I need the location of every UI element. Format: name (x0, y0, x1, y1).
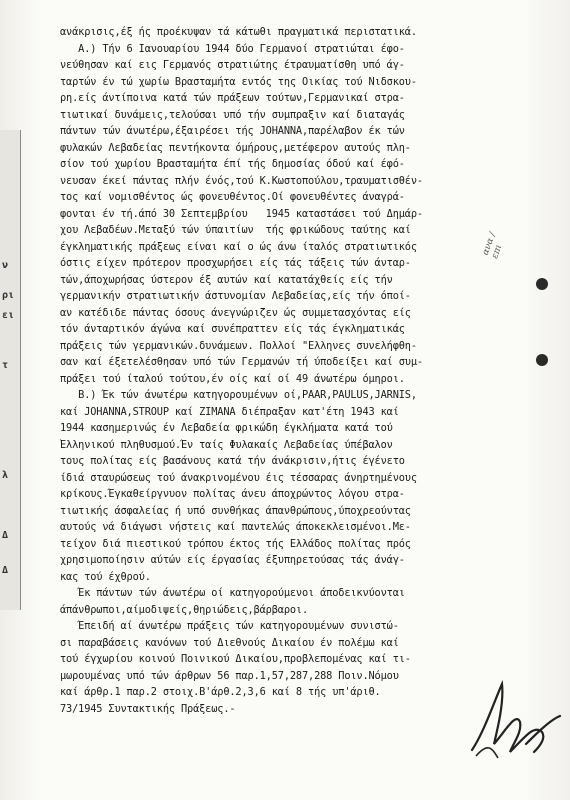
text-line: τόν άνταρτικόν άγώνα καί συνέπραττεν είς τάς έγκληματικάς (60, 323, 405, 335)
margin-fragment: ρι (2, 290, 15, 301)
text-line: Έπειδή αί άνωτέρω πράξεις τών κατηγορουμένων συνιστώ- (60, 620, 399, 632)
margin-fragment: τ (2, 360, 9, 371)
text-line: Έλληνικού πληθυσμού.Έν ταίς Φυλακαίς Λεβαδείας ύπέβαλον (60, 438, 393, 451)
text-line: άπάνθρωποι,αίμοδιψείς,θηριώδεις,βάρβαροι. (60, 603, 309, 616)
text-line: ίδιά σταυρώσεως τού άνακρινομένου έις τέσσαρας άνηρτημένους (60, 471, 417, 484)
margin-fragment: Δ (2, 530, 9, 541)
text-line: μωρουμένας υπό τών άρθρων 56 παρ.1,57,287,288 Ποιν.Νόμου (60, 669, 399, 682)
text-line: τιωτικής άσφαλείας ή υπό συνθήκας άπανθρώπους,ύποχρεούντας (60, 504, 411, 517)
text-line: σι παραβάσεις κανόνων τού Διεθνούς Δικαίου έν πολέμω καί (60, 636, 399, 649)
margin-fragment: λ (2, 470, 9, 481)
text-line: ρη.είς άντίποινα κατά τών πράξεων τούτων,Γερμανικαί στρα- (60, 92, 405, 104)
text-line: πάντων τών άνωτέρω,έξαιρέσει τής JOHANNA,παρέλαβον έκ τών (60, 125, 405, 137)
left-margin-strip (0, 130, 21, 610)
text-line: κρίκους.Έγκαθείργνυον πολίτας άνευ άποχρώντος λόγου στρα- (60, 488, 405, 500)
text-line: αυτούς νά διάγωσι νήστεις καί παντελώς άποκεκλεισμένοι.Με- (60, 521, 411, 533)
text-line: 73/1945 Συντακτικής Πράξεως.- (60, 702, 236, 715)
text-line: κας τού έχθρού. (60, 570, 151, 583)
text-line: σαν καί έξετελέσθησαν υπό τών Γερμανών τή ύποδείξει καί συμ- (60, 356, 423, 368)
margin-fragment: ει (2, 310, 15, 321)
punch-hole (536, 278, 548, 290)
text-line: χου Λεβαδέων.Μεταξύ τών ύπαιτίων τής φρικώδους ταύτης καί (60, 224, 411, 236)
text-line: Έκ πάντων τών άνωτέρω οί κατηγορούμενοι άποδεικνύονται (60, 587, 405, 599)
text-line: A.) Τήν 6 Ιανουαρίου 1944 δύο Γερμανοί στρατιώται έφο- (60, 42, 405, 55)
text-line: όστις είχεν πρότερον προσχωρήσει είς τάς τάξεις τών άνταρ- (60, 257, 411, 269)
text-line: φυλακών Λεβαδείας πεντήκοντα όμήρους,μετέφερον αυτούς πλη- (60, 141, 411, 154)
text-line: τους πολίτας είς βασάνους κατά τήν άνάκρισιν,ήτις έγένετο (60, 455, 405, 467)
text-line: 1944 κασημερινώς έν Λεβαδεία φρικώδη έγκλήματα κατά τού (60, 422, 393, 434)
text-line: τος καί νομισθέντος ώς φονευθέντος.Οί φονευθέντες άναγρά- (60, 191, 405, 203)
text-line: γερμανικήν στρατιωτικήν άστυνομίαν Λεβαδείας,είς τήν όποί- (60, 290, 411, 302)
text-line: τιωτικαί δυνάμεις,τελούσαι υπό τήν συμπραξιν καί διαταγάς (60, 108, 405, 121)
margin-fragment: ν (2, 260, 9, 271)
text-line: αν κατέδιδε πάντας όσους άνεγνώριζεν ώς συμμετασχόντας είς (60, 306, 411, 319)
handwritten-signature (464, 672, 564, 762)
text-line: τών,άποχωρήσας ύστερον έξ αυτών καί κατατάχθείς είς τήν (60, 273, 393, 286)
text-line: τού έγχωρίου κοινού Ποινικού Δικαίου,προβλεπομένας καί τι- (60, 653, 411, 665)
text-line: ανάκρισις,έξ ής προέκυψαν τά κάτωθι πραγματικά περιστατικά. (60, 26, 417, 38)
text-line: πράξεις τών γερμανικών.δυνάμεων. Πολλοί "Ελληνες συνελήφθη- (60, 339, 417, 352)
text-line: B.) Έκ τών άνωτέρω κατηγορουμένων οί,PAAR,PAULUS,JARNIS, (60, 389, 417, 401)
text-line: σίον τού χωρίου Βρασταμήτα έπί τής δημοσίας όδού καί έφό- (60, 158, 405, 170)
document-body (60, 24, 500, 717)
text-line: ταρτών έν τώ χωρίω Βρασταμήτα εντός της Οικίας τού Νιδσκου- (60, 75, 417, 88)
text-line: πράξει τού ίταλού τούτου,έν οίς καί οί 49 άνωτέρω όμηροι. (60, 372, 405, 385)
text-line: χρησιμοποίησιν αύτών είς έργασίας έξυπηρετούσας τάς άνάγ- (60, 554, 405, 566)
text-line: καί άρθρ.1 παρ.2 στοιχ.Β'άρθ.2,3,6 καί 8 τής υπ'άριθ. (60, 686, 381, 698)
punch-hole (536, 354, 548, 366)
text-line: φονται έν τή.άπό 30 Σεπτεμβρίου 1945 καταστάσει τού Δημάρ- (60, 207, 423, 220)
text-line: τείχον διά πιεστικού τρόπου έκτος τής Ελλάδος πολίτας πρός (60, 537, 411, 550)
text-line: καί JOHANNA,STROUP καί ZIMANA διέπραξαν κατ'έτη 1943 καί (60, 405, 399, 418)
margin-fragment: Δ (2, 565, 9, 576)
handwritten-margin-note: ανα / επι (480, 231, 505, 261)
text-line: νευσαν έκεί πάντας πλήν ένός,τού Κ.Κωστοπούλου,τραυματισθέν- (60, 174, 423, 187)
text-line: έγκληματικής πράξεως είναι καί ο ώς άνω ίταλός στρατιωτικός (60, 240, 417, 253)
text-line: νεύθησαν καί εις Γερμανός στρατιώτης έτραυματίσθη υπό άγ- (60, 59, 405, 71)
